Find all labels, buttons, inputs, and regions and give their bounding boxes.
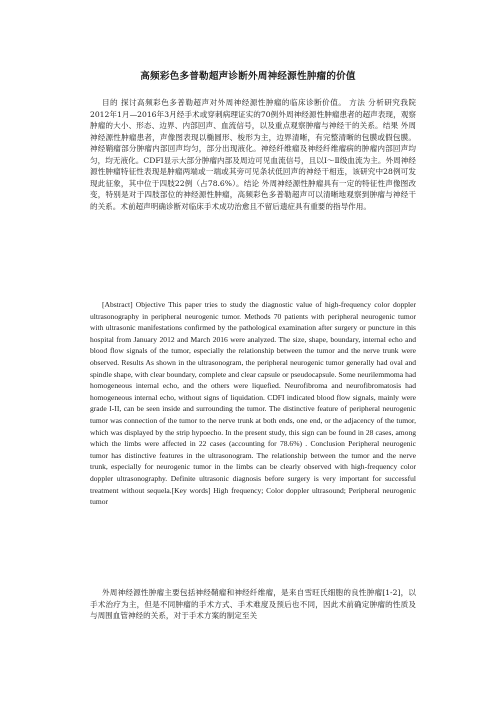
body-paragraph: 外周神经源性肿瘤主要包括神经鞘瘤和神经纤维瘤，是来自雪旺氏细胞的良性肿瘤[1-2]，以手术治疗为主，但是不同肿瘤的手术方式、手术难度及预后也不同，因此术前确定肿瘤的性质及与周围血管神经的关系，对于手术方案的制定至关 [90, 588, 416, 621]
article-title: 高频彩色多普勒超声诊断外周神经源性肿瘤的价值 [140, 71, 356, 82]
chinese-abstract: 目的 探讨高频彩色多普勒超声对外周神经源性肿瘤的临床诊断价值。 方法 分析研究我院2012年1月—2016年3月经手术或穿刺病理证实的70例外周神经源性肿瘤患者的超声表现，观察肿瘤的大小、形态、边界、内部回声、血流信号，以及重点观察肿瘤与神经干的关系。结果 外周神经源性肿瘤患者，声像图表现以椭圆形、梭形为主，边界清晰，有完整清晰的包膜或假包膜。神经鞘瘤部分肿瘤内部回声均匀，部分出现液化。神经纤维瘤及神经纤维瘤病的肿瘤内部回声均匀，均无液化。CDFI显示大部分肿瘤内部及周边可见血流信号，且以Ⅰ～Ⅱ级血流为主。外周神经源性肿瘤特征性表现是肿瘤两端或一端或其旁可见条状低回声的神经干相连，该研究中28例可发现此征象，其中位于四肢22例（占78.6%）。结论 外周神经源性肿瘤具有一定的特征性声像图改变，特别是对于四肢部位的神经源性肿瘤，高频彩色多普勒超声可以清晰地观察到肿瘤与神经干的关系。术前超声明确诊断对临床手术成功治愈且不留后遗症具有重要的指导作用。 [90, 98, 416, 211]
english-abstract: [Abstract] Objective This paper tries to study the diagnostic value of high-frequency color doppler ultrasonography in peripheral neurogenic tumor. Methods 70 patients with peripheral neurogenic tumor with ultrasonic manifestations confirmed by the pathological examination after surgery or puncture in this hospital from January 2012 and March 2016 were analyzed. The size, shape, boundary, internal echo and blood flow signals of the tumor, especially the relationship between the tumor and the nerve trunk were observed. Results As shown in the ultrasonogram, the peripheral neurogenic tumor generally had oval and spindle shape, with clear boundary, complete and clear capsule or pseudocapsule. Some neurilemmoma had homogeneous internal echo, and the others were liquefied. Neurofibroma and neurofibromatosis had homogeneous internal echo, without signs of liquidation. CDFI indicated blood flow signals, mainly were grade I-II, can be seen inside and surrounding the tumor. The distinctive feature of peripheral neurogenic tumor was connection of the tumor to the nerve trunk at both ends, one end, or the adjacency of the tumor, which was displayed by the strip hypoecho. In the present study, this sign can be found in 28 cases, among which the limbs were affected in 22 cases (accounting for 78.6%) . Conclusion Peripheral neurogenic tumor has distinctive features in the ultrasonogram. The relationship between the tumor and the nerve trunk, especially for neurogenic tumor in the limbs can be clearly observed with high-frequency color doppler ultrasonography. Definite ultrasonic diagnosis before surgery is very important for successful treatment without sequela.[Key words] High frequency; Color doppler ultrasound; Peripheral neurogenic tumor [90, 300, 416, 507]
